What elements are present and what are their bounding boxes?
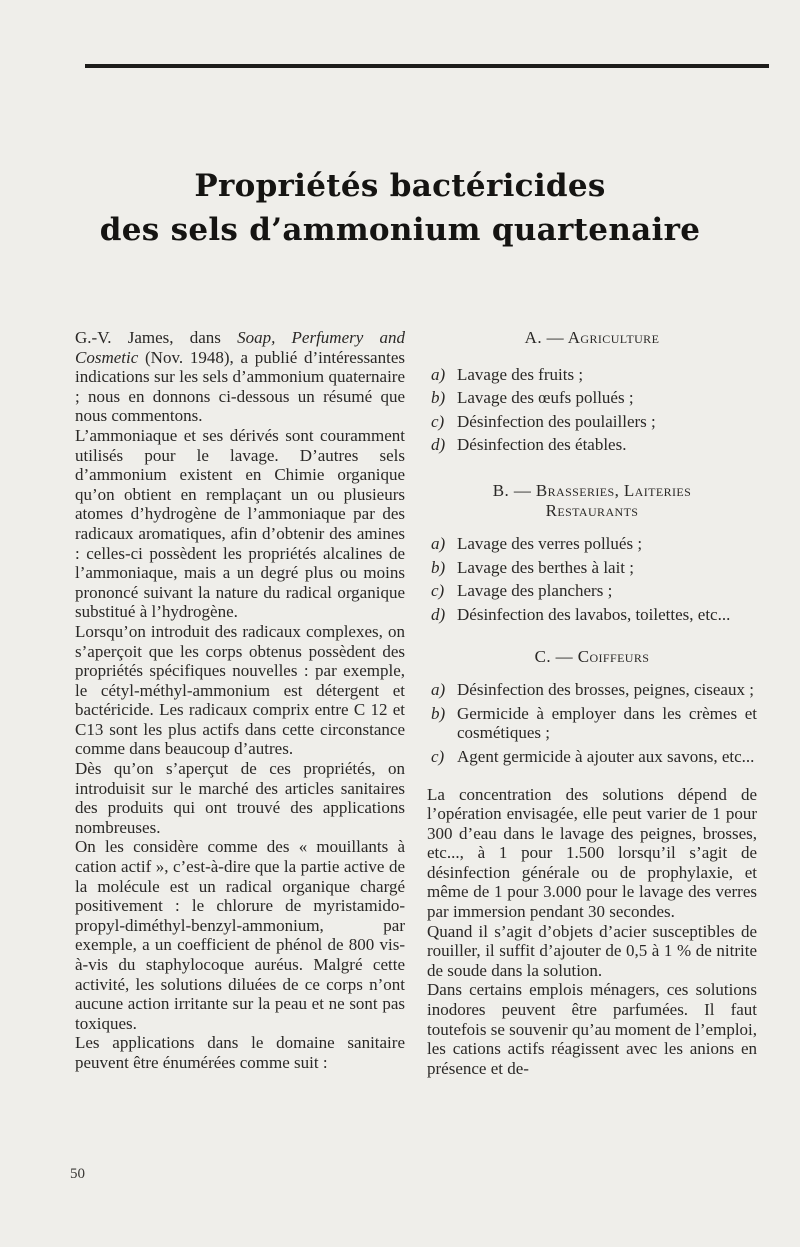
list-letter: c) [431,411,445,431]
section-c-title: C. — Coiffeurs [534,646,650,666]
list-item [427,534,757,554]
list-text: Désinfection des poulaillers ; [457,411,656,431]
list-item [427,680,757,700]
body-paragraph: Dans certains emplois ménagers, ces solutions inodores peuvent être parfumées. Il faut toutefois se souvenir qu’au moment de l’emploi, les cations actifs réagissent avec les anions en présence et de- [427,980,758,1078]
list-item [427,747,757,767]
body-paragraph: Dès qu’on s’aperçut de ces propriétés, on introduisit sur le marché des articles sanitaires des produits qui ont trouvé des applications nombreuses. [75,759,405,837]
article-title-line-1: Propriétés bactéricides [194,168,606,204]
list-text: Désinfection des étables. [457,435,627,455]
list-letter: d) [431,604,446,624]
list-text: Désinfection des brosses, peignes, ciseaux ; [457,680,754,700]
section-b-title-line-2: Restaurants [545,500,639,520]
list-letter: b) [431,557,446,577]
page-number: 50 [70,1166,85,1182]
list-text: Agent germicide à ajouter aux savons, etc... [457,746,755,766]
list-item [427,581,757,601]
journal-title: Soap, Perfumery and Cosmetic [75,328,405,367]
body-paragraph: Les applications dans le domaine sanitaire peuvent être énumérées comme suit : [75,1033,405,1072]
list-letter: b) [431,703,446,723]
list-text: Germicide à employer dans les crèmes et cosmétiques ; [457,703,757,743]
body-paragraph: Quand il s’agit d’objets d’acier susceptibles de rouiller, il suffit d’ajouter de 0,5 à 1 % de nitrite de soude dans la solution. [427,921,757,980]
list-letter: a) [431,534,446,554]
section-a-title: A. — Agriculture [524,328,660,347]
list-item [427,558,757,578]
right-column [427,328,757,1078]
list-item [427,412,757,432]
section-c-list [427,680,757,766]
body-paragraph: L’ammoniaque et ses dérivés sont couramment utilisés pour le lavage. D’autres sels d’ammonium existent en Chimie organique qu’on obtient en remplaçant un ou plusieurs atomes d’hydrogène de l’ammoniaque par des radicaux aromatiques, afin d’obtenir des amines : celles-ci possèdent les propriétés alcalines de l’ammoniaque, mais a un degré plus ou moins prononcé suivant la nature du radical organique substitué à l’hydrogène. [75,425,405,622]
intro-rest: (Nov. 1948), a publié d’intéressantes indications sur les sels d’ammonium quaternaire ; nous en donnons ci-dessous un résumé que nous commentons. [75,347,405,426]
body-paragraph: Lorsqu’on introduit des radicaux complexes, on s’aperçoit que les corps obtenus possèdent des propriétés spécifiques nouvelles : par exemple, le cétyl-méthyl-ammonium est détergent et bactéricide. Les radicaux comprix entre C 12 et C13 sont les plus actifs dans cette circonstance comme dans beaucoup d’autres. [75,621,405,759]
list-text: Lavage des œufs pollués ; [457,388,634,408]
left-column [75,328,405,1073]
list-letter: b) [431,388,446,408]
section-a-list [427,365,757,455]
list-text: Lavage des berthes à lait ; [457,557,635,577]
list-text: Désinfection des lavabos, toilettes, etc... [457,604,731,624]
list-item [427,435,757,455]
list-letter: a) [431,364,446,384]
body-paragraph: La concentration des solutions dépend de l’opération envisagée, elle peut varier de 1 pour 300 d’eau dans le lavage des peignes, brosses, etc..., à 1 pour 1.500 lorsqu’il s’agit de désinfection générale ou de prophylaxie, et même de 1 pour 3.000 pour le lavage des verres par immersion pendant 30 secondes. [427,784,757,922]
intro-author: G.-V. James, dans [75,328,238,347]
body-paragraph: On les considère comme des « mouillants à cation actif », c’est-à-dire que la partie active de la molécule est un radical organique chargé positivement : le chlorure de myristamido-propyl-diméthyl-benzyl-ammonium, par exemple, a un coefficient de phénol de 800 vis-à-vis du staphylocoque auréus. Malgré cette activité, les solutions diluées de ce corps n’ont aucune action irritante sur la peau et ne sont pas toxiques. [75,837,405,1033]
list-letter: d) [431,435,446,455]
section-b-title-line-1: B. — Brasseries, Laiteries [492,480,692,500]
list-letter: c) [431,581,445,601]
list-letter: a) [431,680,446,700]
list-item [427,605,757,625]
top-rule [85,64,769,68]
intro-paragraph [75,328,405,426]
list-text: Lavage des planchers ; [457,581,613,601]
list-text: Lavage des fruits ; [457,364,584,384]
list-item [427,365,757,385]
article-title-line-2: des sels d’ammonium quartenaire [99,212,701,248]
list-item [427,704,757,743]
list-item [427,388,757,408]
list-text: Lavage des verres pollués ; [457,534,643,554]
list-letter: c) [431,746,445,766]
section-b-list [427,534,757,624]
